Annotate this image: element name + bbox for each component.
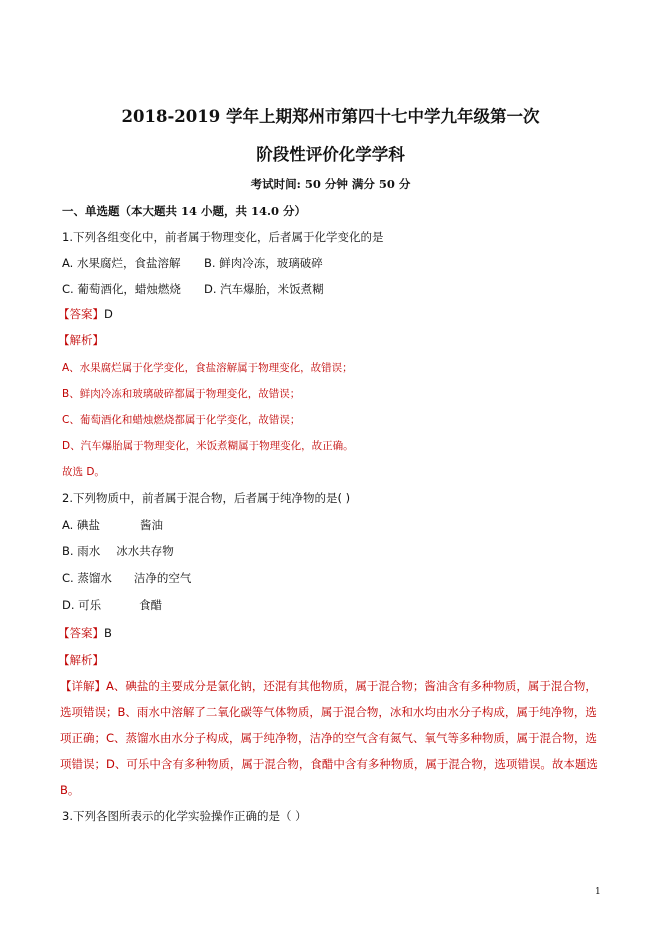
answer-value: B	[104, 626, 112, 640]
q2-detail: 【详解】A、碘盐的主要成分是氯化钠，还混有其他物质，属于混合物；酱油含有多种物质，属于混合物，选项错误；B、雨水中溶解了二氧化碳等气体物质，属于混合物，冰和水均由水分子构成，属于纯净物，选项正确；C、蒸馏水由水分子构成，属于纯净物，洁净的空气含有氮气、氧气等多种物质，属于混合物，选项错误；D、可乐中含有多种物质，属于混合物，食醋中含有多种物质，属于混合物，选项错误。故本题选 B。	[60, 679, 598, 797]
q2-option-d	[62, 597, 162, 613]
answer-tag: 【答案】	[58, 626, 104, 640]
q1-analysis-a: A、水果腐烂属于化学变化，食盐溶解属于物理变化，故错误；	[62, 362, 353, 374]
option-value: 酱油	[139, 518, 163, 532]
page-number: 1	[595, 887, 601, 897]
option-label: A. 碘盐	[62, 518, 100, 532]
option-value: 冰水共存物	[116, 544, 174, 558]
q1-answer	[58, 306, 113, 322]
q1-analysis-tag: 【解析】	[58, 333, 104, 347]
q1-analysis-b: B、鲜肉冷冻和玻璃破碎都属于物理变化，故错误；	[62, 388, 301, 400]
answer-tag: 【答案】	[58, 307, 104, 321]
q1-option-c: C. 葡萄酒化，蜡烛燃烧	[62, 282, 181, 296]
q1-conclusion: 故选 D。	[62, 466, 105, 478]
title-line-2: 阶段性评价化学学科	[256, 145, 405, 164]
option-value: 洁净的空气	[133, 571, 192, 585]
q2-stem: 2.下列物质中，前者属于混合物，后者属于纯净物的是( )	[62, 491, 351, 505]
answer-value: D	[104, 307, 113, 321]
q1-analysis-d: D、汽车爆胎属于物理变化，米饭煮糊属于物理变化，故正确。	[62, 440, 354, 452]
q2-option-c	[62, 570, 191, 586]
q2-answer	[58, 625, 112, 641]
q2-option-a	[62, 517, 163, 533]
q1-stem: 1.下列各组变化中，前者属于物理变化，后者属于化学变化的是	[62, 230, 384, 244]
q2-analysis-tag: 【解析】	[58, 653, 104, 667]
title-line-1: 2018-2019 学年上期郑州市第四十七中学九年级第一次	[121, 107, 540, 126]
q3-stem: 3.下列各图所表示的化学实验操作正确的是（ ）	[62, 809, 307, 823]
option-label: C. 蒸馏水	[62, 571, 112, 585]
q2-option-b	[62, 543, 174, 559]
section-heading: 一、单选题（本大题共 14 小题，共 14.0 分）	[62, 204, 307, 218]
q1-option-b: B. 鲜肉冷冻，玻璃破碎	[204, 256, 323, 270]
option-value: 食醋	[139, 598, 163, 612]
q1-analysis-c: C、葡萄酒化和蜡烛燃烧都属于化学变化，故错误；	[62, 414, 301, 426]
option-label: B. 雨水	[62, 544, 101, 558]
exam-info: 考试时间: 50 分钟 满分 50 分	[250, 177, 411, 191]
q1-option-a: A. 水果腐烂，食盐溶解	[62, 256, 181, 270]
option-label: D. 可乐	[62, 598, 102, 612]
q1-option-d: D. 汽车爆胎，米饭煮糊	[204, 282, 324, 296]
